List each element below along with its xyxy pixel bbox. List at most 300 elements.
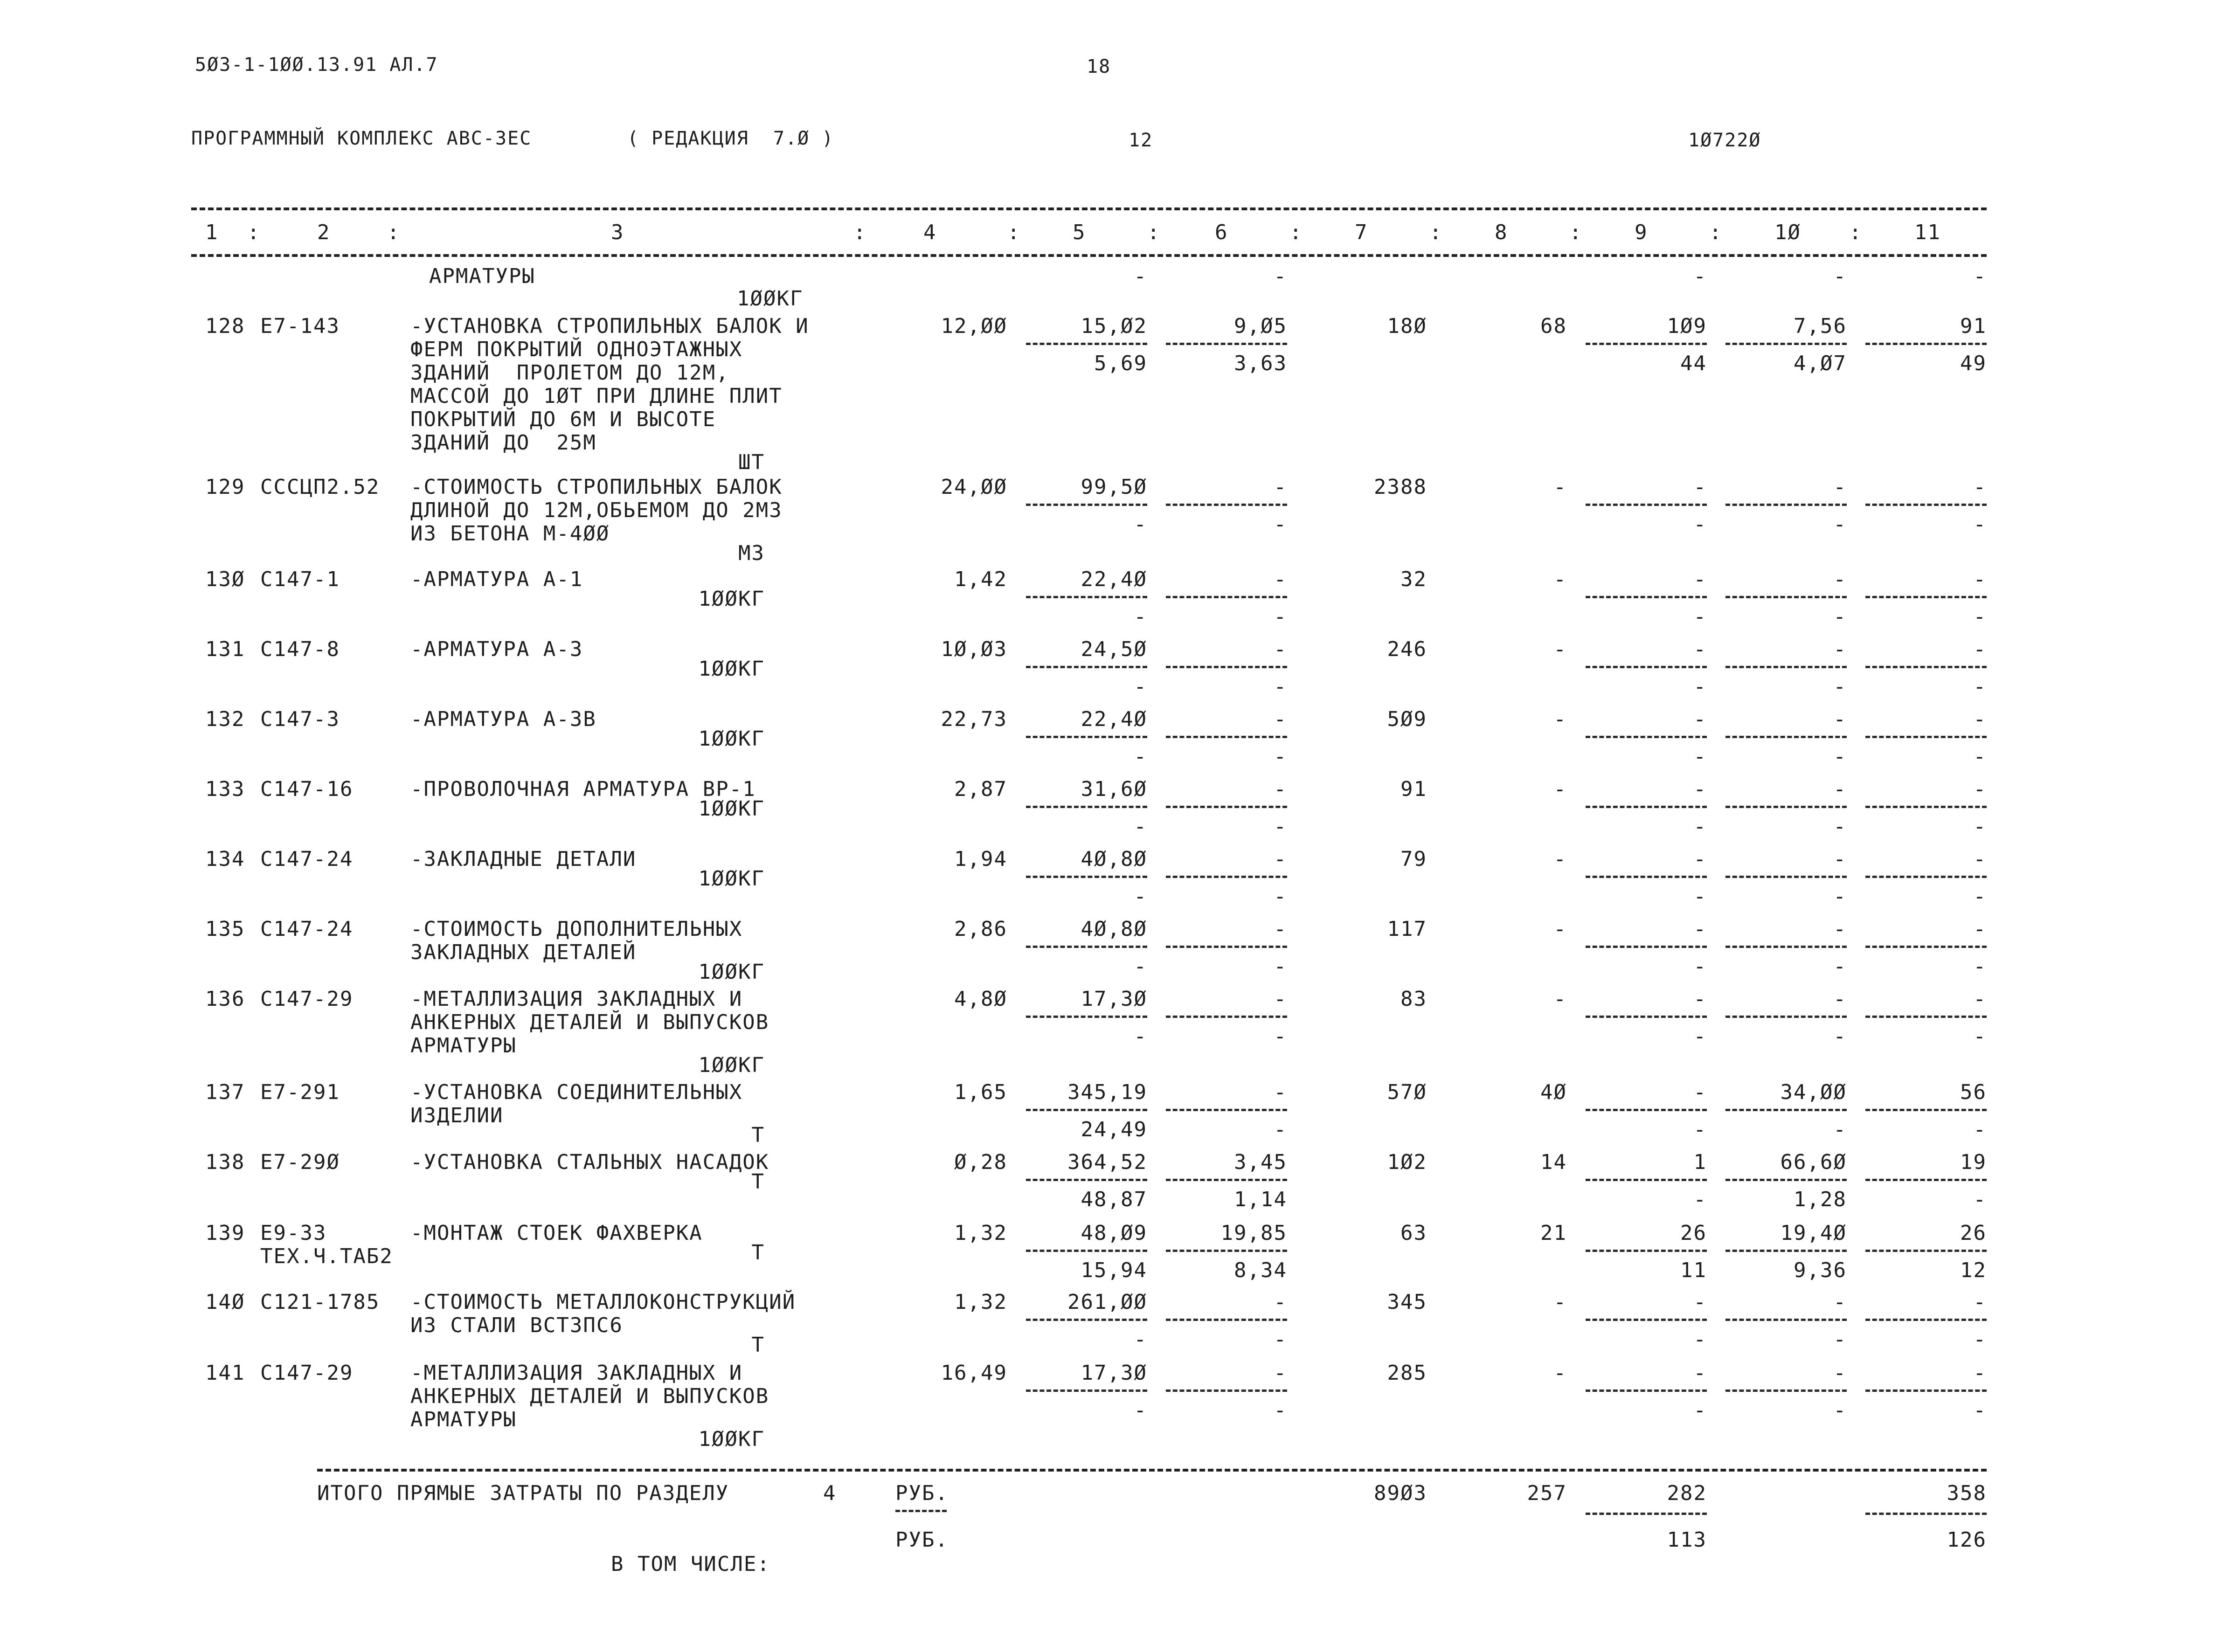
row-col-10-wage: 9,36	[1794, 1258, 1847, 1282]
row-col-10: -	[1833, 707, 1847, 731]
row-col-11: -	[1973, 707, 1987, 731]
row-name-line: -МОНТАЖ СТОЕК ФАХВЕРКА	[410, 1221, 703, 1245]
fraction-line-col-6	[1166, 736, 1287, 738]
row-col-5: 24,5Ø	[1081, 637, 1147, 661]
row-name-line: ЗДАНИЙ ПРОЛЕТОМ ДО 12М,	[410, 361, 729, 385]
fraction-line-col-5	[1026, 343, 1147, 345]
row-col-11-wage: 12	[1960, 1258, 1987, 1282]
row-name-line: -ПРОВОЛОЧНАЯ АРМАТУРА ВР-1	[410, 777, 756, 801]
column-header-11: 11	[1914, 221, 1941, 244]
totals-col9-wage: 113	[1667, 1528, 1707, 1552]
row-code: СССЦП2.52	[260, 475, 380, 499]
row-col-6: -	[1274, 777, 1287, 801]
row-col-9-wage: -	[1693, 885, 1707, 908]
fraction-line-col-6	[1166, 806, 1287, 808]
row-col-6-wage: -	[1274, 675, 1287, 698]
fraction-line-col-10	[1725, 1016, 1847, 1018]
row-col-11-wage: -	[1973, 1118, 1987, 1141]
row-unit: ШТ	[738, 450, 765, 474]
row-col-5-wage: -	[1134, 512, 1147, 536]
row-number: 134	[205, 847, 245, 871]
table-header-rule	[191, 254, 1987, 257]
row-name-line: ПОКРЫТИЙ ДО 6М И ВЫСОТЕ	[410, 408, 716, 431]
row-col-9: -	[1693, 707, 1707, 731]
row-unit: Т	[751, 1123, 765, 1147]
fraction-line-col-10	[1725, 343, 1847, 345]
totals-col9-fraction-line	[1586, 1513, 1707, 1515]
totals-col8: 257	[1527, 1481, 1567, 1505]
row-col-11-wage: -	[1973, 1188, 1987, 1211]
row-name-line: -УСТАНОВКА СТРОПИЛЬНЫХ БАЛОК И	[410, 314, 809, 338]
row-col-5-wage: -	[1134, 675, 1147, 698]
row-number: 131	[205, 637, 245, 661]
row-code: Е7-29Ø	[260, 1150, 340, 1174]
column-header-1: 1	[205, 221, 219, 244]
row-unit: Т	[751, 1170, 765, 1194]
row-col-5: 364,52	[1067, 1150, 1147, 1174]
column-separator: :	[1569, 221, 1583, 244]
column-separator: :	[1849, 221, 1863, 244]
row-col-4: 1,94	[954, 847, 1007, 871]
row-col-10-wage: 4,Ø7	[1794, 352, 1847, 375]
row-unit: 1ØØКГ	[698, 797, 765, 821]
row-col-11-wage: -	[1973, 1024, 1987, 1048]
row-col-10-wage: -	[1833, 815, 1847, 838]
row-col-10: -	[1833, 475, 1847, 499]
row-col-6: -	[1274, 475, 1287, 499]
row-number: 136	[205, 987, 245, 1011]
totals-col7: 89Ø3	[1374, 1481, 1427, 1505]
row-col-9-wage: -	[1693, 1118, 1707, 1141]
fraction-line-col-5	[1026, 1179, 1147, 1181]
row-col-11: 26	[1960, 1221, 1987, 1245]
row-col-6: 9,Ø5	[1234, 314, 1287, 338]
row-col-5-wage: -	[1134, 815, 1147, 838]
row-col-8: -	[1553, 847, 1567, 871]
row-col-5: 31,6Ø	[1081, 777, 1147, 801]
row-name-line: ЗАКЛАДНЫХ ДЕТАЛЕЙ	[410, 940, 637, 964]
row-col-6: -	[1274, 917, 1287, 941]
table-top-rule	[191, 207, 1987, 210]
row-col-10: 7,56	[1794, 314, 1847, 338]
row-col-11: -	[1973, 987, 1987, 1011]
row-number: 139	[205, 1221, 245, 1245]
row-col-4: 12,ØØ	[941, 314, 1007, 338]
row-col-10-wage: -	[1833, 1327, 1847, 1351]
row-col-8: 4Ø	[1540, 1080, 1567, 1104]
row-col-11-wage: -	[1973, 745, 1987, 768]
totals-col11: 358	[1947, 1481, 1987, 1505]
fraction-line-col-9	[1586, 504, 1707, 506]
carry-over-col6: -	[1274, 264, 1287, 288]
row-col-5-wage: 15,94	[1081, 1258, 1147, 1282]
row-col-6: 19,85	[1220, 1221, 1287, 1245]
row-col-4: Ø,28	[954, 1150, 1007, 1174]
row-col-10-wage: -	[1833, 605, 1847, 629]
fraction-line-col-11	[1865, 666, 1987, 668]
row-col-6-wage: -	[1274, 1024, 1287, 1048]
row-col-9: -	[1693, 637, 1707, 661]
fraction-line-col-9	[1586, 946, 1707, 948]
row-col-11-wage: -	[1973, 1398, 1987, 1422]
fraction-line-col-6	[1166, 343, 1287, 345]
row-col-5: 22,4Ø	[1081, 567, 1147, 591]
row-col-11: -	[1973, 1361, 1987, 1385]
row-col-9-wage: -	[1693, 815, 1707, 838]
row-col-6: -	[1274, 637, 1287, 661]
row-name-line: -АРМАТУРА А-1	[410, 567, 583, 591]
fraction-line-col-11	[1865, 1109, 1987, 1111]
row-col-7: 91	[1400, 777, 1427, 801]
row-col-9: -	[1693, 917, 1707, 941]
fraction-line-col-9	[1586, 1179, 1707, 1181]
row-name-line: -АРМАТУРА А-3	[410, 637, 583, 661]
row-col-8: -	[1553, 1361, 1567, 1385]
row-col-9-wage: -	[1693, 1398, 1707, 1422]
row-col-11-wage: 49	[1960, 352, 1987, 375]
row-name-line: ФЕРМ ПОКРЫТИЙ ОДНОЭТАЖНЫХ	[410, 338, 743, 361]
row-number: 14Ø	[205, 1290, 245, 1314]
carry-over-col9: -	[1693, 264, 1707, 288]
row-col-6: 3,45	[1234, 1150, 1287, 1174]
fraction-line-col-10	[1725, 596, 1847, 598]
row-col-5-wage: 5,69	[1094, 352, 1147, 375]
row-col-6-wage: -	[1274, 1398, 1287, 1422]
row-col-9: -	[1693, 475, 1707, 499]
fraction-line-col-10	[1725, 666, 1847, 668]
fraction-line-col-6	[1166, 1250, 1287, 1252]
fraction-line-col-11	[1865, 876, 1987, 878]
row-col-6: -	[1274, 707, 1287, 731]
fraction-line-col-10	[1725, 1109, 1847, 1111]
row-col-4: 22,73	[941, 707, 1007, 731]
row-col-10: -	[1833, 1290, 1847, 1314]
row-col-11: -	[1973, 847, 1987, 871]
row-col-11-wage: -	[1973, 954, 1987, 978]
page-number: 18	[1087, 56, 1111, 77]
row-col-8: -	[1553, 987, 1567, 1011]
row-col-5-wage: -	[1134, 885, 1147, 908]
row-number: 141	[205, 1361, 245, 1385]
row-col-6: -	[1274, 1080, 1287, 1104]
row-number: 13Ø	[205, 567, 245, 591]
row-col-8: 21	[1540, 1221, 1567, 1245]
row-name-line: АРМАТУРЫ	[410, 1034, 517, 1058]
row-col-5: 17,3Ø	[1081, 987, 1147, 1011]
column-header-10: 1Ø	[1774, 221, 1801, 244]
row-code: С147-29	[260, 1361, 353, 1385]
row-col-6-wage: -	[1274, 1327, 1287, 1351]
row-col-9: -	[1693, 847, 1707, 871]
fraction-line-col-5	[1026, 736, 1147, 738]
fraction-line-col-11	[1865, 343, 1987, 345]
fraction-line-col-6	[1166, 876, 1287, 878]
row-col-8: -	[1553, 567, 1567, 591]
row-name-line: -АРМАТУРА А-3В	[410, 707, 596, 731]
row-col-10: -	[1833, 777, 1847, 801]
row-col-11: 91	[1960, 314, 1987, 338]
row-name-line: АНКЕРНЫХ ДЕТАЛЕЙ И ВЫПУСКОВ	[410, 1010, 769, 1034]
row-col-10: -	[1833, 987, 1847, 1011]
row-col-5-wage: 24,49	[1081, 1118, 1147, 1141]
fraction-line-col-11	[1865, 1319, 1987, 1321]
row-col-6-wage: -	[1274, 954, 1287, 978]
row-col-10: -	[1833, 637, 1847, 661]
row-col-7: 57Ø	[1387, 1080, 1427, 1104]
fraction-line-col-5	[1026, 1250, 1147, 1252]
row-col-10: 34,ØØ	[1780, 1080, 1847, 1104]
row-code: С147-16	[260, 777, 353, 801]
row-col-7: 1Ø2	[1387, 1150, 1427, 1174]
fraction-line-col-9	[1586, 343, 1707, 345]
row-col-9: -	[1693, 987, 1707, 1011]
fraction-line-col-9	[1586, 806, 1707, 808]
fraction-line-col-5	[1026, 876, 1147, 878]
row-col-7: 345	[1387, 1290, 1427, 1314]
row-col-5: 17,3Ø	[1081, 1361, 1147, 1385]
fraction-line-col-6	[1166, 504, 1287, 506]
fraction-line-col-11	[1865, 806, 1987, 808]
row-code: С147-3	[260, 707, 340, 731]
row-col-6-wage: -	[1274, 815, 1287, 838]
row-col-5: 345,19	[1067, 1080, 1147, 1104]
row-col-10-wage: -	[1833, 954, 1847, 978]
row-col-4: 1,65	[954, 1080, 1007, 1104]
row-col-5-wage: 48,87	[1081, 1188, 1147, 1211]
row-code: С147-1	[260, 567, 340, 591]
carry-over-col11: -	[1973, 264, 1987, 288]
fraction-line-col-9	[1586, 1319, 1707, 1321]
row-col-8: 68	[1540, 314, 1567, 338]
row-col-7: 2388	[1374, 475, 1427, 499]
row-col-10-wage: -	[1833, 1398, 1847, 1422]
row-name-line: -МЕТАЛЛИЗАЦИЯ ЗАКЛАДНЫХ И	[410, 1361, 743, 1385]
carry-over-unit: 1ØØКГ	[737, 287, 804, 311]
carry-over-col10: -	[1833, 264, 1847, 288]
column-header-8: 8	[1495, 221, 1508, 244]
fraction-line-col-11	[1865, 1250, 1987, 1252]
row-col-5: 4Ø,8Ø	[1081, 847, 1147, 871]
row-col-4: 24,ØØ	[941, 475, 1007, 499]
row-col-11: -	[1973, 1290, 1987, 1314]
row-col-5-wage: -	[1134, 954, 1147, 978]
column-header-3: 3	[611, 221, 624, 244]
row-col-10-wage: -	[1833, 1024, 1847, 1048]
fraction-line-col-5	[1026, 1016, 1147, 1018]
column-separator: :	[1289, 221, 1303, 244]
row-col-5-wage: -	[1134, 605, 1147, 629]
row-number: 132	[205, 707, 245, 731]
row-col-6-wage: -	[1274, 885, 1287, 908]
object-code: 1Ø722Ø	[1688, 130, 1761, 151]
row-code-note: ТЕХ.Ч.ТАБ2	[260, 1244, 393, 1268]
row-col-11: -	[1973, 777, 1987, 801]
row-col-11: -	[1973, 475, 1987, 499]
row-col-8: -	[1553, 475, 1567, 499]
column-separator: :	[1709, 221, 1723, 244]
row-unit: 1ØØКГ	[698, 960, 765, 984]
row-col-4: 2,87	[954, 777, 1007, 801]
row-col-6-wage: -	[1274, 1118, 1287, 1141]
fraction-line-col-9	[1586, 596, 1707, 598]
row-unit: М3	[738, 541, 765, 565]
row-col-9-wage: -	[1693, 605, 1707, 629]
row-unit: Т	[751, 1333, 765, 1357]
row-col-11: 56	[1960, 1080, 1987, 1104]
fraction-line-col-5	[1026, 666, 1147, 668]
row-col-10-wage: -	[1833, 512, 1847, 536]
row-name-line: ИЗ СТАЛИ ВСТ3ПС6	[410, 1313, 623, 1337]
row-col-9: -	[1693, 1080, 1707, 1104]
totals-currency-underline	[895, 1510, 947, 1512]
fraction-line-col-5	[1026, 1389, 1147, 1392]
fraction-line-col-6	[1166, 1109, 1287, 1111]
row-code: Е9-33	[260, 1221, 327, 1245]
row-col-9: -	[1693, 1361, 1707, 1385]
fraction-line-col-6	[1166, 1319, 1287, 1321]
totals-col9: 282	[1667, 1481, 1707, 1505]
row-col-10-wage: -	[1833, 745, 1847, 768]
row-number: 135	[205, 917, 245, 941]
row-col-11: -	[1973, 567, 1987, 591]
column-separator: :	[853, 221, 867, 244]
row-col-9: 1	[1693, 1150, 1707, 1174]
row-col-11: -	[1973, 637, 1987, 661]
column-separator: :	[1429, 221, 1443, 244]
fraction-line-col-9	[1586, 1389, 1707, 1392]
fraction-line-col-5	[1026, 806, 1147, 808]
row-name-line: ИЗДЕЛИИ	[410, 1104, 504, 1127]
row-col-10: 66,6Ø	[1780, 1150, 1847, 1174]
row-col-9: -	[1693, 777, 1707, 801]
row-name-line: -СТОИМОСТЬ СТРОПИЛЬНЫХ БАЛОК	[410, 475, 783, 499]
row-col-10: -	[1833, 917, 1847, 941]
row-code: Е7-143	[260, 314, 340, 338]
row-name-line: -ЗАКЛАДНЫЕ ДЕТАЛИ	[410, 847, 637, 871]
row-unit: 1ØØКГ	[698, 1053, 765, 1077]
row-code: С147-29	[260, 987, 353, 1011]
program-edition: ( РЕДАКЦИЯ 7.Ø )	[627, 128, 834, 149]
row-col-8: -	[1553, 917, 1567, 941]
fraction-line-col-10	[1725, 1319, 1847, 1321]
row-col-5: 261,ØØ	[1067, 1290, 1147, 1314]
sheet-number: 12	[1129, 130, 1153, 151]
row-col-6-wage: -	[1274, 512, 1287, 536]
row-name-line: -УСТАНОВКА СТАЛЬНЫХ НАСАДОК	[410, 1150, 769, 1174]
row-name-line: ИЗ БЕТОНА М-4ØØ	[410, 522, 610, 546]
row-col-9-wage: 44	[1680, 352, 1707, 375]
column-separator: :	[1007, 221, 1021, 244]
row-code: С147-24	[260, 847, 353, 871]
row-col-6: -	[1274, 847, 1287, 871]
row-col-11-wage: -	[1973, 1327, 1987, 1351]
totals-currency-2: РУБ.	[895, 1528, 949, 1552]
column-header-2: 2	[317, 221, 331, 244]
column-header-6: 6	[1215, 221, 1228, 244]
fraction-line-col-9	[1586, 1109, 1707, 1111]
row-name-line: АРМАТУРЫ	[410, 1408, 517, 1431]
column-header-9: 9	[1635, 221, 1648, 244]
fraction-line-col-11	[1865, 1179, 1987, 1181]
row-col-10-wage: -	[1833, 885, 1847, 908]
fraction-line-col-5	[1026, 946, 1147, 948]
row-col-8: 14	[1540, 1150, 1567, 1174]
row-col-11-wage: -	[1973, 815, 1987, 838]
column-header-5: 5	[1073, 221, 1086, 244]
carry-over-col5: -	[1134, 264, 1147, 288]
column-separator: :	[387, 221, 401, 244]
row-name-line: ЗДАНИЙ ДО 25М	[410, 431, 596, 455]
row-col-4: 1,32	[954, 1221, 1007, 1245]
fraction-line-col-11	[1865, 504, 1987, 506]
row-name-line: -СТОИМОСТЬ ДОПОЛНИТЕЛЬНЫХ	[410, 917, 743, 941]
row-col-7: 5Ø9	[1387, 707, 1427, 731]
row-name-line: -МЕТАЛЛИЗАЦИЯ ЗАКЛАДНЫХ И	[410, 987, 743, 1011]
row-number: 133	[205, 777, 245, 801]
row-name-line: ДЛИНОЙ ДО 12М,ОБЬЕМОМ ДО 2М3	[410, 498, 783, 522]
totals-label: ИТОГО ПРЯМЫЕ ЗАТРАТЫ ПО РАЗДЕЛУ	[317, 1481, 729, 1505]
fraction-line-col-10	[1725, 806, 1847, 808]
row-col-4: 1,42	[954, 567, 1007, 591]
row-name-line: МАССОЙ ДО 1ØТ ПРИ ДЛИНЕ ПЛИТ	[410, 384, 783, 408]
row-col-8: -	[1553, 777, 1567, 801]
row-col-6-wage: 8,34	[1234, 1258, 1287, 1282]
fraction-line-col-6	[1166, 666, 1287, 668]
document-code: 5Ø3-1-1ØØ.13.91 АЛ.7	[195, 54, 438, 76]
row-col-10: -	[1833, 1361, 1847, 1385]
row-unit: 1ØØКГ	[698, 587, 765, 611]
row-col-11: 19	[1960, 1150, 1987, 1174]
fraction-line-col-9	[1586, 1016, 1707, 1018]
row-col-9-wage: -	[1693, 1327, 1707, 1351]
carry-over-name: АРМАТУРЫ	[429, 264, 535, 288]
row-col-7: 83	[1400, 987, 1427, 1011]
fraction-line-col-6	[1166, 1179, 1287, 1181]
row-col-7: 79	[1400, 847, 1427, 871]
row-col-6: -	[1274, 567, 1287, 591]
row-number: 128	[205, 314, 245, 338]
row-col-5: 22,4Ø	[1081, 707, 1147, 731]
column-separators: :	[247, 221, 261, 244]
row-unit: 1ØØКГ	[698, 1427, 765, 1451]
row-col-5-wage: -	[1134, 1398, 1147, 1422]
row-col-9-wage: -	[1693, 1024, 1707, 1048]
row-unit: Т	[751, 1241, 765, 1265]
fraction-line-col-11	[1865, 1016, 1987, 1018]
row-number: 129	[205, 475, 245, 499]
fraction-line-col-10	[1725, 876, 1847, 878]
row-col-6: -	[1274, 1290, 1287, 1314]
row-col-5: 48,Ø9	[1081, 1221, 1147, 1245]
row-col-8: -	[1553, 707, 1567, 731]
row-code: Е7-291	[260, 1080, 340, 1104]
row-col-10: 19,4Ø	[1780, 1221, 1847, 1245]
program-name: ПРОГРАММНЫЙ КОМПЛЕКС АВС-3ЕС	[191, 128, 532, 149]
row-col-10: -	[1833, 847, 1847, 871]
fraction-line-col-11	[1865, 596, 1987, 598]
fraction-line-col-10	[1725, 946, 1847, 948]
fraction-line-col-5	[1026, 504, 1147, 506]
row-col-6-wage: 3,63	[1234, 352, 1287, 375]
row-name-line: АНКЕРНЫХ ДЕТАЛЕЙ И ВЫПУСКОВ	[410, 1384, 769, 1408]
column-header-4: 4	[923, 221, 937, 244]
row-code: С147-24	[260, 917, 353, 941]
fraction-line-col-9	[1586, 666, 1707, 668]
row-col-9: -	[1693, 567, 1707, 591]
row-unit: 1ØØКГ	[698, 727, 765, 751]
totals-col11-fraction-line	[1865, 1513, 1987, 1515]
row-col-11: -	[1973, 917, 1987, 941]
